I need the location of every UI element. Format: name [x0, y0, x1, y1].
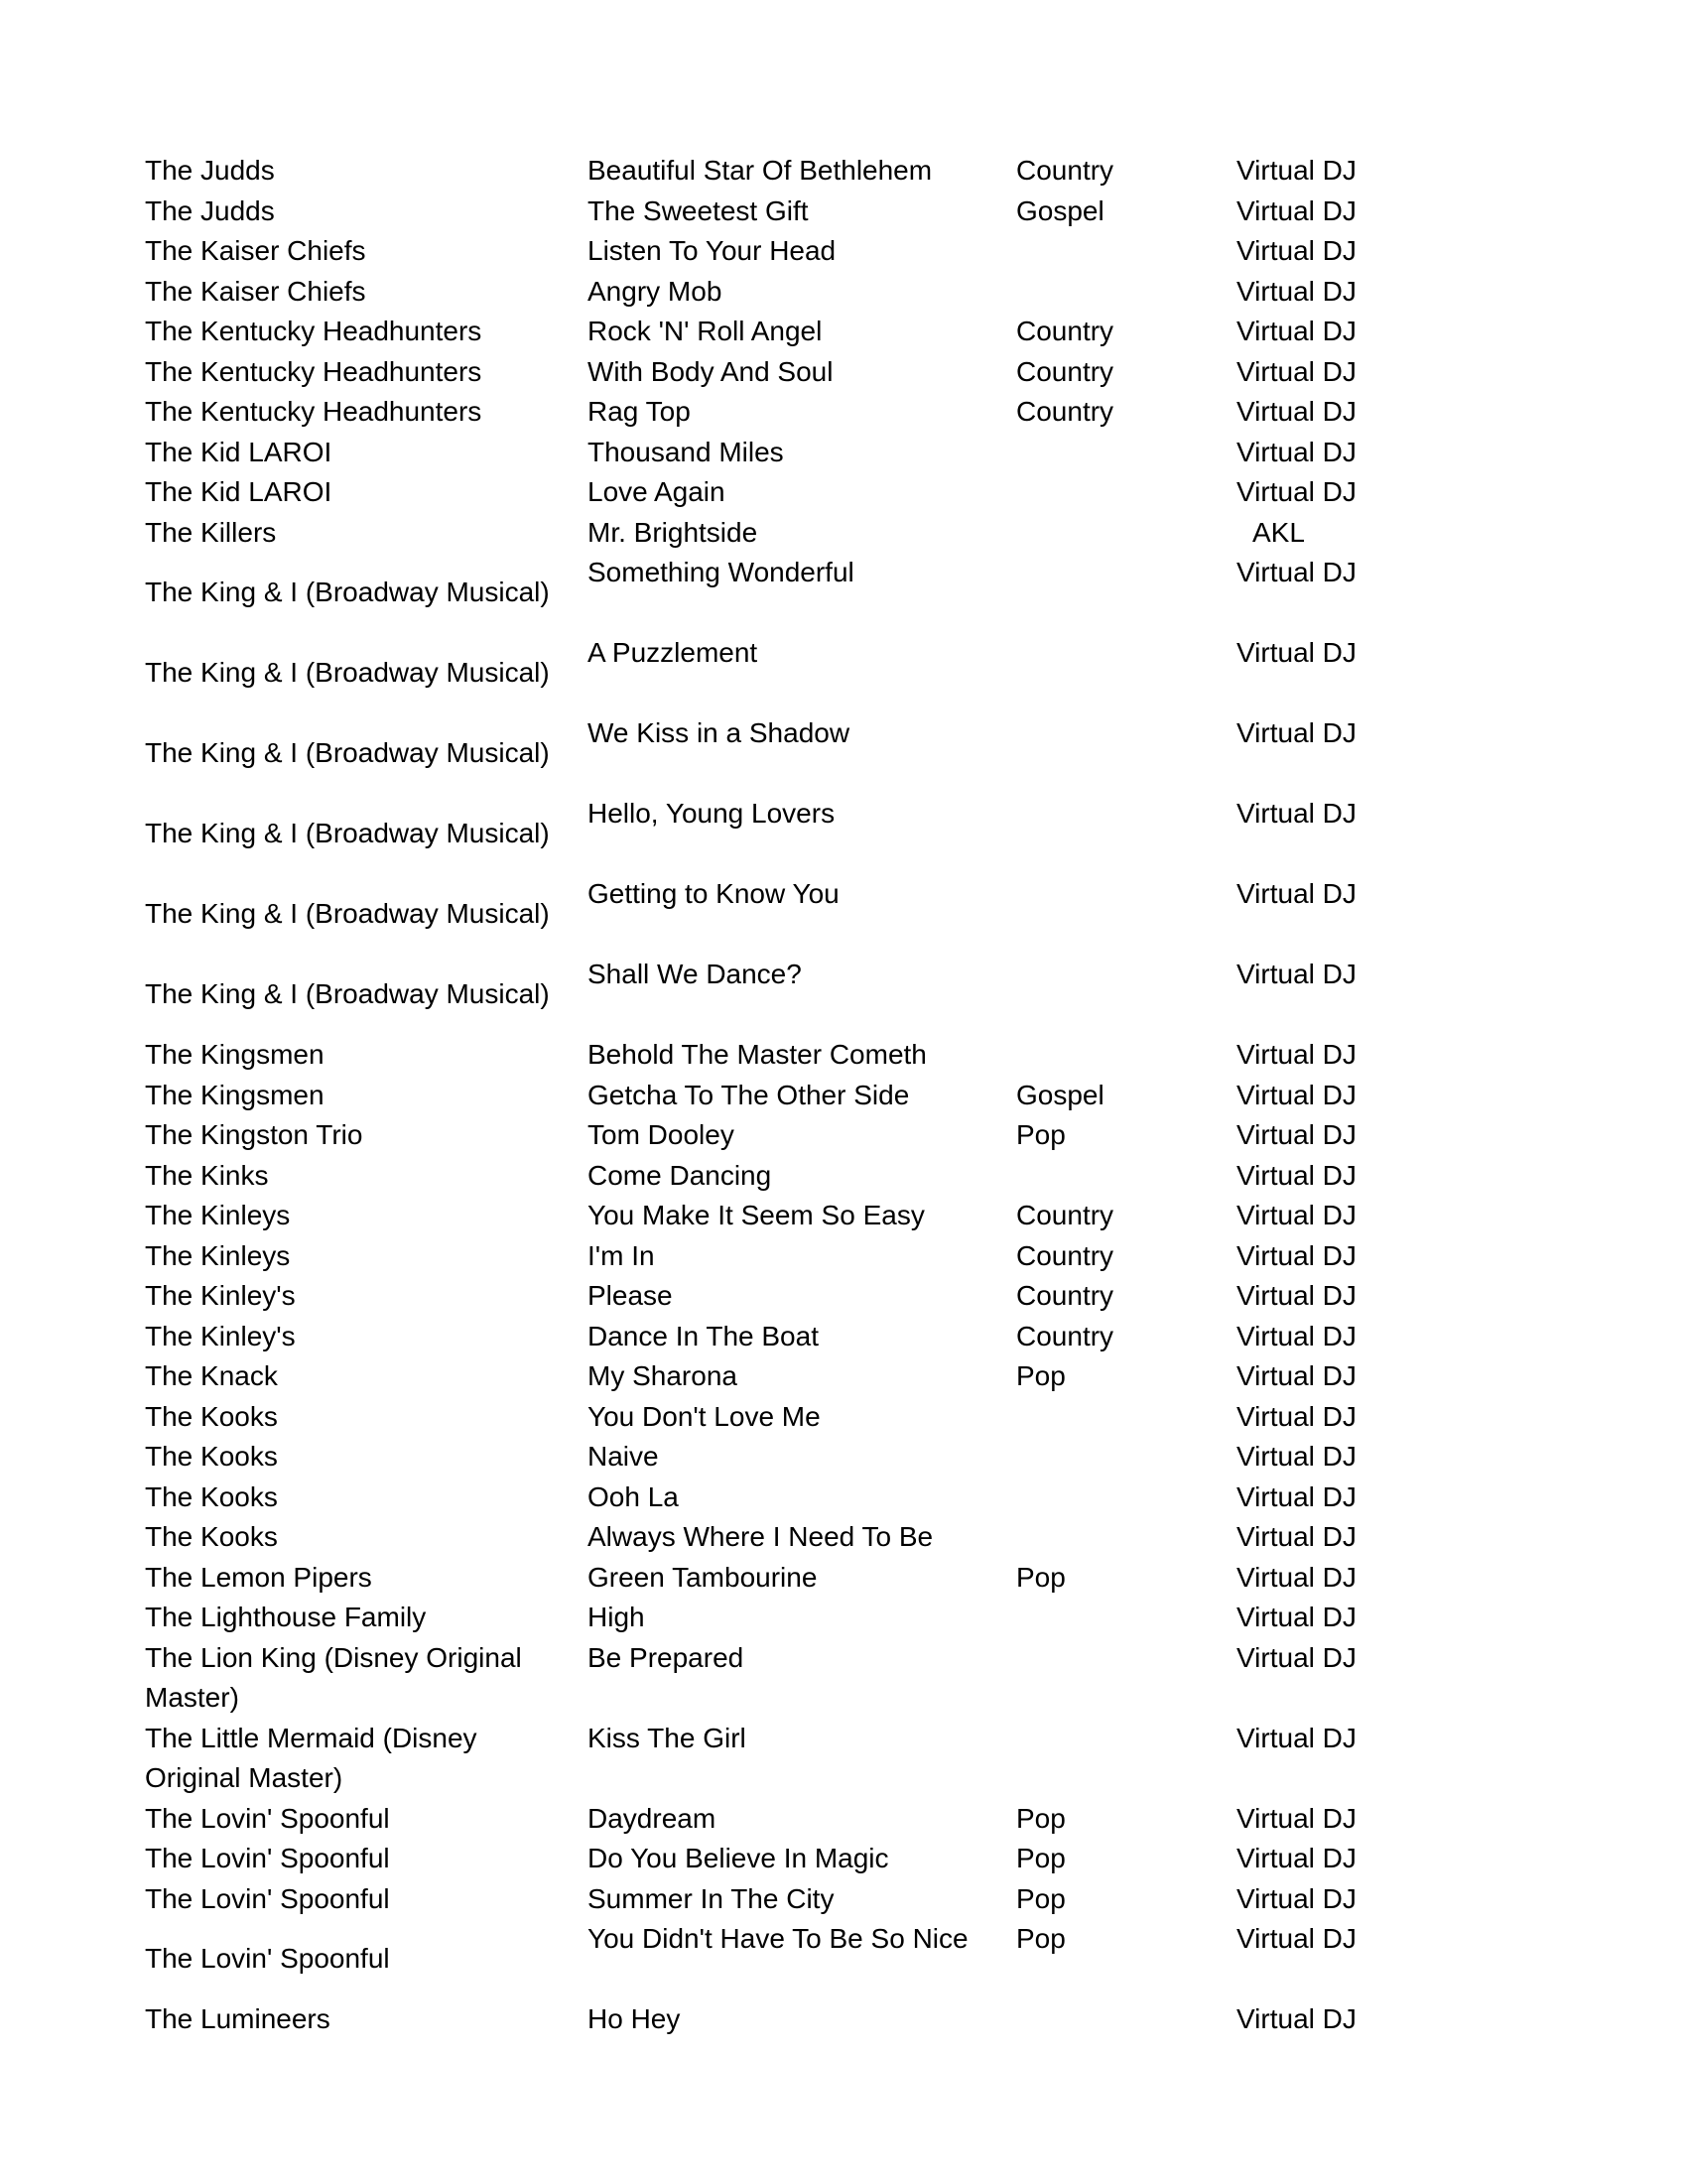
title-cell: Something Wonderful — [587, 557, 854, 587]
song-row — [145, 553, 1395, 633]
title-cell: Listen To Your Head — [587, 235, 837, 266]
source-cell: Virtual DJ — [1236, 1400, 1357, 1432]
source-cell: Virtual DJ — [1236, 476, 1357, 507]
genre-cell — [1016, 874, 1236, 955]
source-cell: Virtual DJ — [1236, 1923, 1357, 1954]
source-cell: Virtual DJ — [1236, 2003, 1357, 2034]
title-cell: Hello, Young Lovers — [587, 798, 836, 829]
artist-cell: The Kinley's — [145, 1320, 296, 1351]
genre-cell — [1016, 1598, 1236, 1638]
artist-cell: The King & I (Broadway Musical) — [145, 978, 550, 1009]
song-row — [145, 1317, 1395, 1357]
song-list — [145, 151, 1395, 2040]
song-row — [145, 192, 1395, 232]
genre-cell: Pop — [1016, 1119, 1066, 1150]
artist-cell: The Kinley's — [145, 1280, 296, 1311]
title-cell: Ho Hey — [587, 2003, 681, 2034]
title-cell: Ooh La — [587, 1480, 679, 1512]
title-cell: Love Again — [587, 476, 725, 507]
genre-cell — [1016, 1397, 1236, 1438]
song-row — [145, 1839, 1395, 1879]
title-cell: Behold The Master Cometh — [587, 1039, 927, 1070]
genre-cell: Pop — [1016, 1360, 1066, 1391]
title-cell: You Make It Seem So Easy — [587, 1200, 925, 1230]
artist-cell: The King & I (Broadway Musical) — [145, 898, 550, 929]
genre-cell: Pop — [1016, 1923, 1066, 1954]
title-cell: You Don't Love Me — [587, 1400, 821, 1432]
artist-cell: The Lighthouse Family — [145, 1602, 427, 1632]
artist-cell: The Kaiser Chiefs — [145, 235, 366, 266]
genre-cell — [1016, 472, 1236, 513]
title-cell: Rag Top — [587, 396, 691, 427]
artist-cell: The Lovin' Spoonful — [145, 1843, 390, 1873]
artist-cell: The King & I (Broadway Musical) — [145, 577, 550, 607]
artist-cell: The Kinks — [145, 1159, 269, 1191]
title-cell: I'm In — [587, 1239, 655, 1271]
artist-cell: The Killers — [145, 516, 277, 548]
title-cell: A Puzzlement — [587, 637, 758, 668]
genre-cell — [1016, 553, 1236, 633]
genre-cell — [1016, 794, 1236, 874]
genre-cell — [1016, 713, 1236, 794]
source-cell: Virtual DJ — [1236, 1441, 1357, 1472]
source-cell: Virtual DJ — [1236, 637, 1357, 668]
genre-cell — [1016, 1719, 1236, 1799]
song-row — [145, 1196, 1395, 1236]
artist-cell: The Kinleys — [145, 1200, 291, 1230]
song-row — [145, 1437, 1395, 1477]
title-cell: Be Prepared — [587, 1641, 744, 1673]
artist-cell: The Lumineers — [145, 2003, 330, 2034]
source-cell: Virtual DJ — [1236, 1480, 1357, 1512]
artist-cell: The Kentucky Headhunters — [145, 316, 482, 346]
title-cell: Please — [587, 1280, 673, 1311]
source-cell: Virtual DJ — [1236, 959, 1357, 989]
genre-cell — [1016, 1477, 1236, 1518]
title-cell: Rock 'N' Roll Angel — [587, 316, 823, 346]
title-cell: Mr. Brightside — [587, 516, 758, 548]
song-row — [145, 794, 1395, 874]
genre-cell: Pop — [1016, 1882, 1066, 1914]
song-row — [145, 1919, 1395, 1999]
source-cell: Virtual DJ — [1236, 798, 1357, 829]
genre-cell: Country — [1016, 1280, 1114, 1311]
genre-cell: Pop — [1016, 1561, 1066, 1593]
song-row — [145, 955, 1395, 1035]
title-cell: Getting to Know You — [587, 878, 840, 909]
genre-cell — [1016, 955, 1236, 1035]
artist-cell: The Kooks — [145, 1480, 278, 1512]
song-row — [145, 1397, 1395, 1438]
song-row — [145, 1236, 1395, 1277]
title-cell: Green Tambourine — [587, 1561, 818, 1593]
source-cell: Virtual DJ — [1236, 1159, 1357, 1191]
title-cell: Thousand Miles — [587, 436, 784, 467]
artist-cell: The Kingston Trio — [145, 1119, 363, 1150]
genre-cell — [1016, 633, 1236, 713]
source-cell: Virtual DJ — [1236, 1119, 1357, 1150]
genre-cell — [1016, 1156, 1236, 1197]
genre-cell: Country — [1016, 1320, 1114, 1351]
artist-cell: The Kentucky Headhunters — [145, 355, 482, 387]
song-row — [145, 1076, 1395, 1116]
title-cell: With Body And Soul — [587, 355, 834, 387]
source-cell: Virtual DJ — [1236, 316, 1357, 346]
song-row — [145, 1156, 1395, 1197]
artist-cell: The Little Mermaid (Disney Original Master) — [145, 1722, 477, 1793]
song-row — [145, 1115, 1395, 1156]
artist-cell: The Lovin' Spoonful — [145, 1882, 390, 1914]
source-cell: Virtual DJ — [1236, 717, 1357, 748]
title-cell: Tom Dooley — [587, 1119, 734, 1150]
title-cell: Naive — [587, 1441, 659, 1472]
artist-cell: The King & I (Broadway Musical) — [145, 818, 550, 848]
source-cell: Virtual DJ — [1236, 1320, 1357, 1351]
source-cell: Virtual DJ — [1236, 1843, 1357, 1873]
source-cell: Virtual DJ — [1236, 155, 1357, 186]
song-row — [145, 713, 1395, 794]
title-cell: We Kiss in a Shadow — [587, 717, 850, 748]
genre-cell — [1016, 433, 1236, 473]
song-row — [145, 1517, 1395, 1558]
title-cell: Daydream — [587, 1802, 716, 1834]
source-cell: Virtual DJ — [1236, 878, 1357, 909]
genre-cell — [1016, 513, 1236, 554]
title-cell: The Sweetest Gift — [587, 194, 809, 226]
source-cell: Virtual DJ — [1236, 194, 1357, 226]
genre-cell: Country — [1016, 396, 1114, 427]
genre-cell — [1016, 272, 1236, 313]
artist-cell: The Kentucky Headhunters — [145, 396, 482, 427]
artist-cell: The Judds — [145, 155, 275, 186]
song-row — [145, 472, 1395, 513]
title-cell: Come Dancing — [587, 1159, 772, 1191]
song-row — [145, 1035, 1395, 1076]
source-cell: AKL — [1252, 516, 1305, 548]
source-cell: Virtual DJ — [1236, 1521, 1357, 1552]
song-row — [145, 272, 1395, 313]
song-row — [145, 1719, 1395, 1799]
title-cell: High — [587, 1602, 645, 1632]
artist-cell: The Lemon Pipers — [145, 1561, 372, 1593]
genre-cell — [1016, 1638, 1236, 1719]
source-cell: Virtual DJ — [1236, 1641, 1357, 1673]
song-row — [145, 1477, 1395, 1518]
song-row — [145, 312, 1395, 352]
song-row — [145, 151, 1395, 192]
song-row — [145, 1879, 1395, 1920]
source-cell: Virtual DJ — [1236, 1722, 1357, 1753]
artist-cell: The Lovin' Spoonful — [145, 1802, 390, 1834]
genre-cell: Country — [1016, 316, 1114, 346]
artist-cell: The Kooks — [145, 1441, 278, 1472]
source-cell: Virtual DJ — [1236, 1079, 1357, 1110]
source-cell: Virtual DJ — [1236, 1882, 1357, 1914]
song-row — [145, 433, 1395, 473]
source-cell: Virtual DJ — [1236, 1360, 1357, 1391]
artist-cell: The Kooks — [145, 1400, 278, 1432]
song-row — [145, 352, 1395, 393]
source-cell: Virtual DJ — [1236, 1239, 1357, 1271]
title-cell: Shall We Dance? — [587, 959, 802, 989]
artist-cell: The King & I (Broadway Musical) — [145, 657, 550, 688]
artist-cell: The Kinleys — [145, 1239, 291, 1271]
song-row — [145, 874, 1395, 955]
artist-cell: The Kid LAROI — [145, 436, 332, 467]
genre-cell: Country — [1016, 1200, 1114, 1230]
title-cell: You Didn't Have To Be So Nice — [587, 1923, 969, 1954]
song-row — [145, 1799, 1395, 1840]
title-cell: Angry Mob — [587, 275, 722, 307]
artist-cell: The Judds — [145, 194, 275, 226]
source-cell: Virtual DJ — [1236, 1802, 1357, 1834]
source-cell: Virtual DJ — [1236, 235, 1357, 266]
genre-cell — [1016, 1517, 1236, 1558]
source-cell: Virtual DJ — [1236, 557, 1357, 587]
artist-cell: The Kingsmen — [145, 1039, 324, 1070]
artist-cell: The Kaiser Chiefs — [145, 275, 366, 307]
title-cell: Kiss The Girl — [587, 1722, 746, 1753]
artist-cell: The Knack — [145, 1360, 278, 1391]
artist-cell: The Kooks — [145, 1521, 278, 1552]
genre-cell — [1016, 1035, 1236, 1076]
title-cell: Always Where I Need To Be — [587, 1521, 934, 1552]
song-row — [145, 1638, 1395, 1719]
title-cell: Dance In The Boat — [587, 1320, 819, 1351]
genre-cell: Pop — [1016, 1843, 1066, 1873]
title-cell: Beautiful Star Of Bethlehem — [587, 155, 933, 186]
song-row — [145, 633, 1395, 713]
genre-cell: Gospel — [1016, 1079, 1104, 1110]
source-cell: Virtual DJ — [1236, 1561, 1357, 1593]
genre-cell: Pop — [1016, 1802, 1066, 1834]
title-cell: Getcha To The Other Side — [587, 1079, 910, 1110]
artist-cell: The Lovin' Spoonful — [145, 1943, 390, 1974]
source-cell: Virtual DJ — [1236, 355, 1357, 387]
source-cell: Virtual DJ — [1236, 1602, 1357, 1632]
source-cell: Virtual DJ — [1236, 1280, 1357, 1311]
source-cell: Virtual DJ — [1236, 436, 1357, 467]
song-row — [145, 1356, 1395, 1397]
genre-cell: Country — [1016, 355, 1114, 387]
title-cell: Summer In The City — [587, 1882, 835, 1914]
source-cell: Virtual DJ — [1236, 1200, 1357, 1230]
song-row — [145, 231, 1395, 272]
genre-cell — [1016, 1999, 1236, 2040]
source-cell: Virtual DJ — [1236, 275, 1357, 307]
artist-cell: The Kid LAROI — [145, 476, 332, 507]
genre-cell — [1016, 1437, 1236, 1477]
song-row — [145, 1558, 1395, 1599]
song-row — [145, 1276, 1395, 1317]
genre-cell: Country — [1016, 155, 1114, 186]
source-cell: Virtual DJ — [1236, 396, 1357, 427]
source-cell: Virtual DJ — [1236, 1039, 1357, 1070]
genre-cell: Country — [1016, 1239, 1114, 1271]
artist-cell: The Lion King (Disney Original Master) — [145, 1641, 522, 1713]
song-row — [145, 513, 1395, 554]
title-cell: My Sharona — [587, 1360, 737, 1391]
genre-cell — [1016, 231, 1236, 272]
song-row — [145, 392, 1395, 433]
artist-cell: The King & I (Broadway Musical) — [145, 737, 550, 768]
artist-cell: The Kingsmen — [145, 1079, 324, 1110]
title-cell: Do You Believe In Magic — [587, 1843, 889, 1873]
song-row — [145, 1598, 1395, 1638]
genre-cell: Gospel — [1016, 194, 1104, 226]
song-row — [145, 1999, 1395, 2040]
